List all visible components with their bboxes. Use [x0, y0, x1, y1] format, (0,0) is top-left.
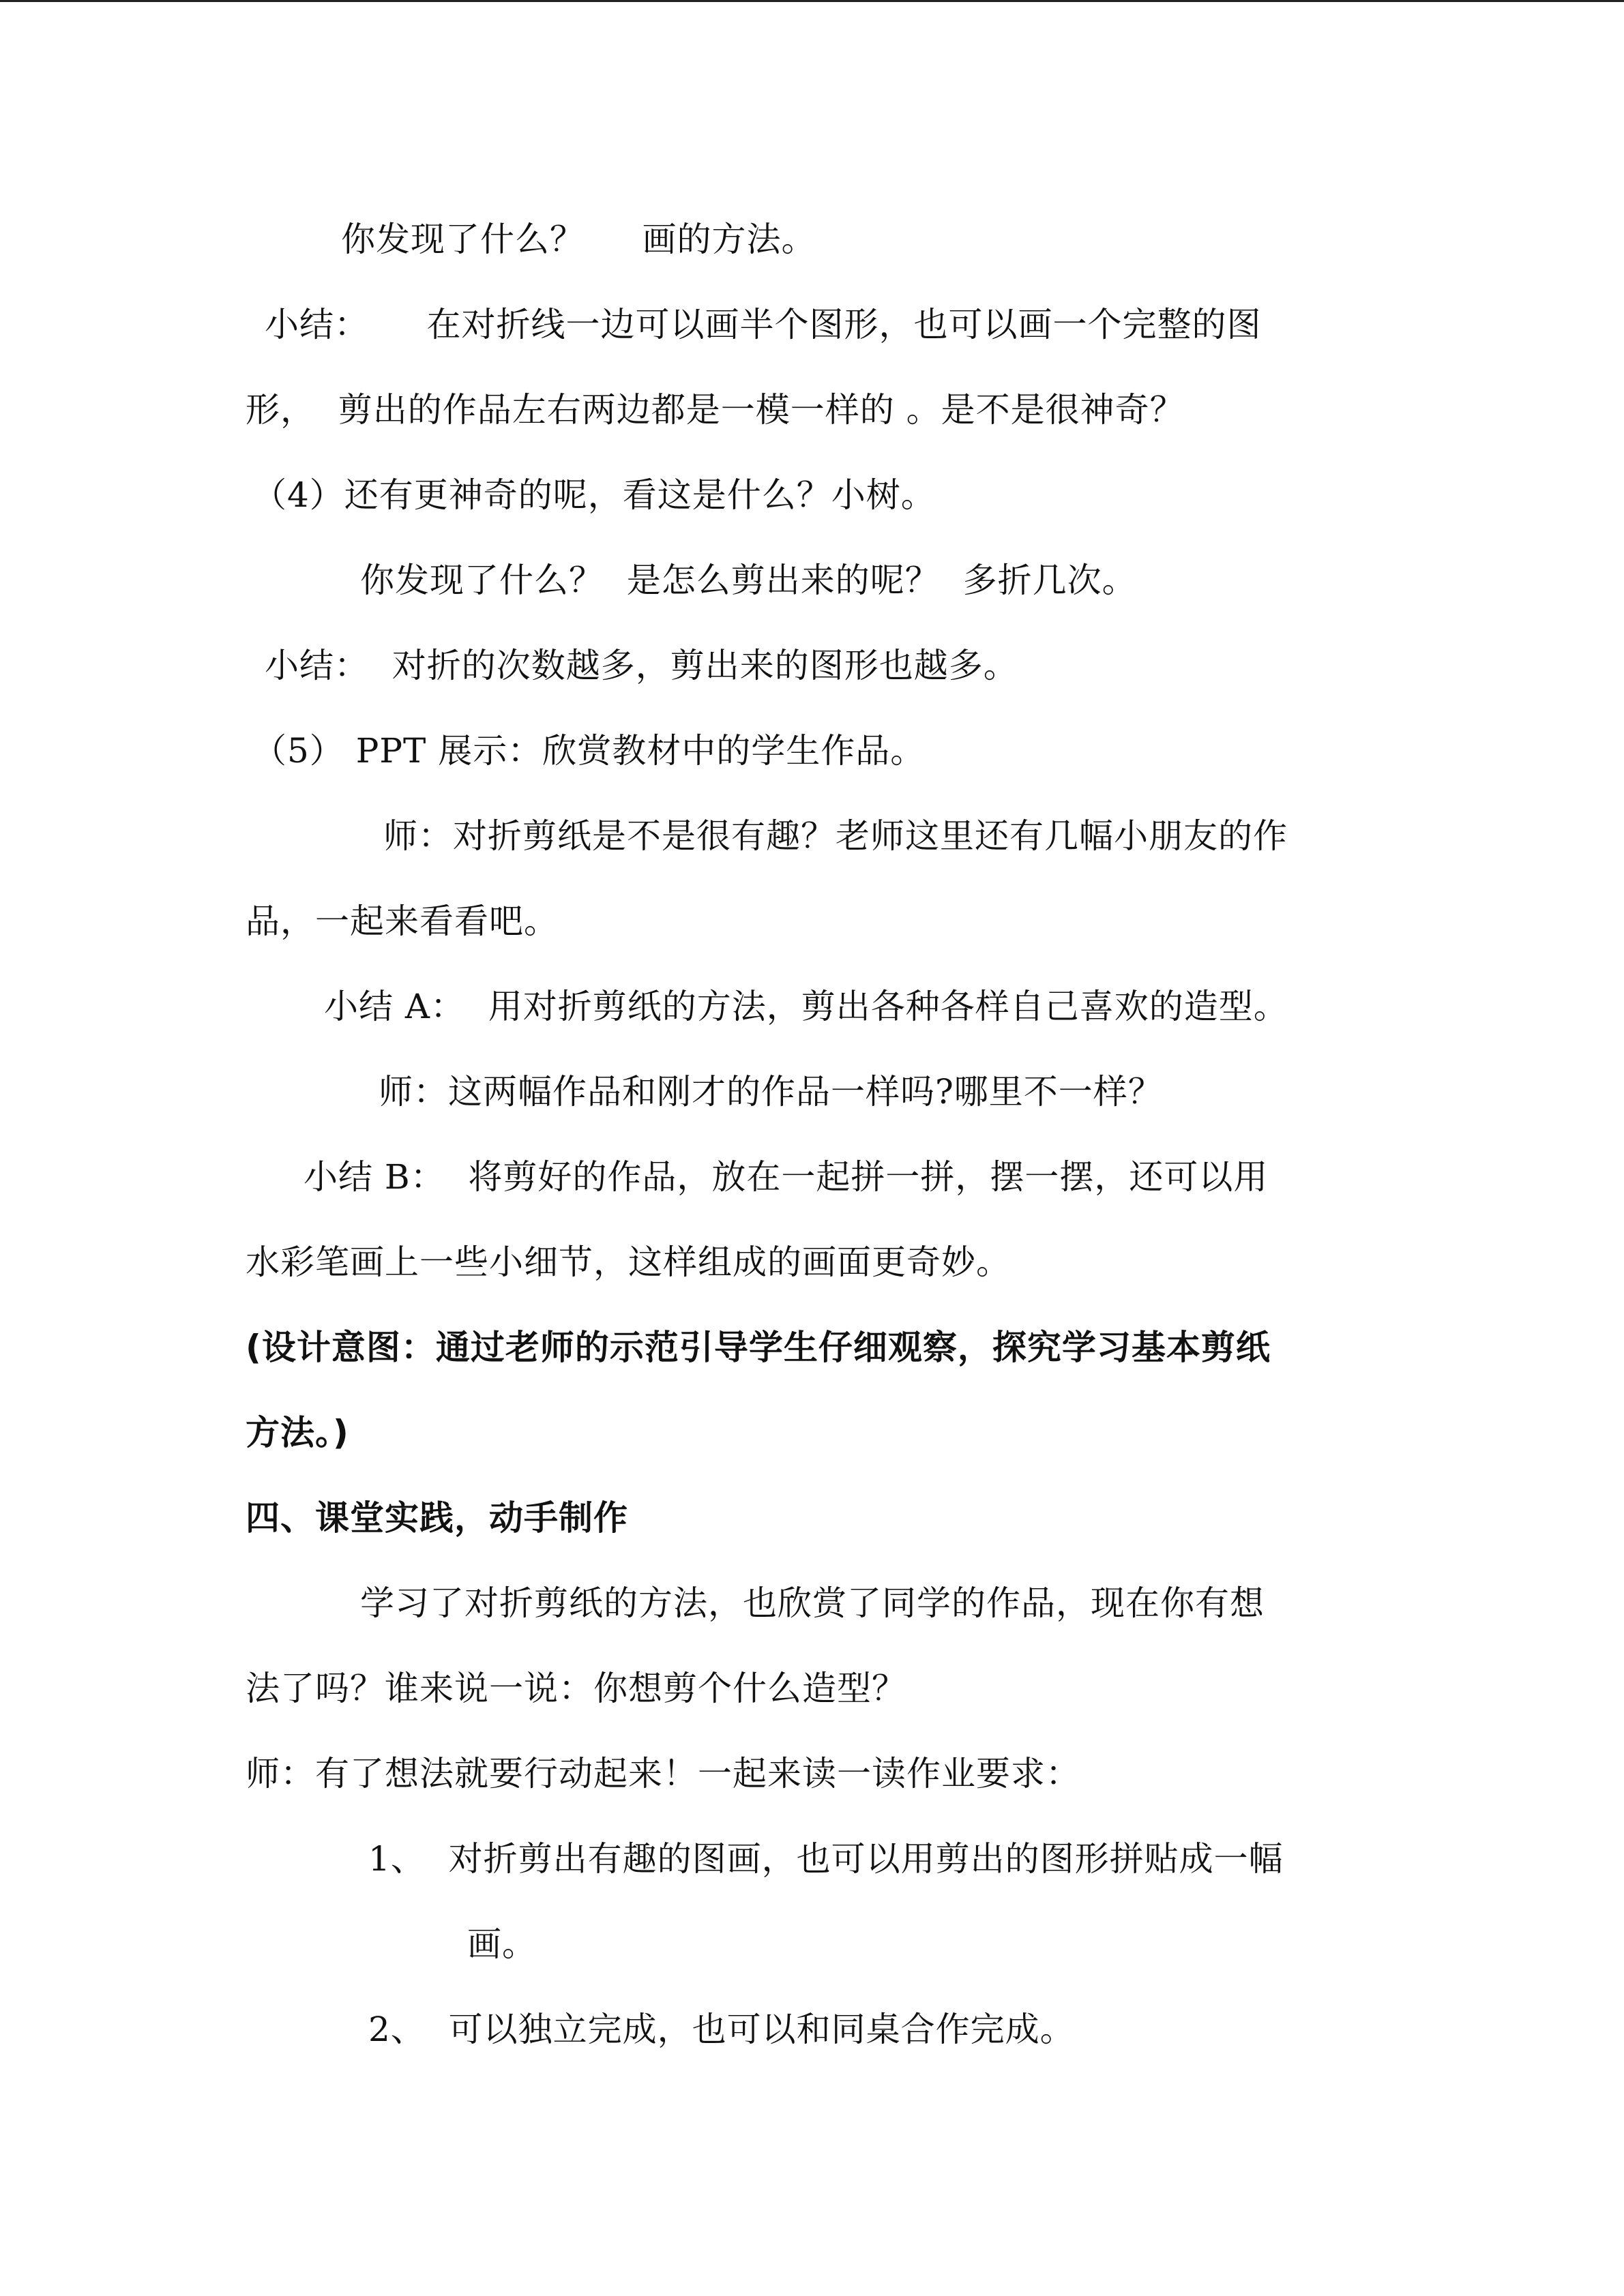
paragraph-line: 形， 剪出的作品左右两边都是一模一样的 。是不是很神奇？ — [246, 390, 1185, 430]
requirement-item: 2、 可以独立完成，也可以和同桌合作完成。 — [368, 2010, 1075, 2049]
teacher-line: 师：有了想法就要行动起来！一起来读一读作业要求： — [246, 1754, 1080, 1793]
step-5-line: （5） PPT 展示：欣赏教材中的学生作品。 — [252, 731, 926, 771]
summary-line: 小结： 在对折线一边可以画半个图形，也可以画一个完整的图 — [265, 305, 1262, 344]
paragraph-line: 品，一起来看看吧。 — [246, 901, 559, 941]
section-heading: 四、课堂实践，动手制作 — [246, 1498, 628, 1538]
summary-line: 小结： 对折的次数越多，剪出来的图形也越多。 — [265, 646, 1018, 685]
design-intent-line: (设计意图：通过老师的示范引导学生仔细观察，探究学习基本剪纸 — [246, 1328, 1271, 1367]
teacher-line: 师：这两幅作品和刚才的作品一样吗?哪里不一样？ — [379, 1072, 1163, 1112]
paragraph-line: 你发现了什么？ 是怎么剪出来的呢？ 多折几次。 — [360, 561, 1137, 600]
summary-b-line: 小结 B： 将剪好的作品，放在一起拼一拼，摆一摆，还可以用 — [304, 1157, 1269, 1197]
step-4-line: （4）还有更神奇的呢，看这是什么？小树。 — [252, 475, 936, 515]
paragraph-line: 你发现了什么？ 画的方法。 — [341, 220, 816, 259]
design-intent-line: 方法。) — [246, 1413, 349, 1452]
summary-a-line: 小结 A： 用对折剪纸的方法，剪出各种各样自己喜欢的造型。 — [324, 987, 1288, 1026]
paragraph-line: 学习了对折剪纸的方法，也欣赏了同学的作品，现在你有想 — [360, 1583, 1265, 1623]
page-top-border — [0, 0, 1624, 2]
paragraph-line: 法了吗？谁来说一说：你想剪个什么造型？ — [246, 1669, 906, 1708]
requirement-item: 1、 对折剪出有趣的图画，也可以用剪出的图形拼贴成一幅 — [368, 1839, 1284, 1879]
requirement-item-continuation: 画。 — [467, 1924, 537, 1964]
teacher-line: 师：对折剪纸是不是很有趣？老师这里还有几幅小朋友的作 — [383, 816, 1288, 856]
paragraph-line: 水彩笔画上一些小细节，这样组成的画面更奇妙。 — [246, 1242, 1011, 1282]
